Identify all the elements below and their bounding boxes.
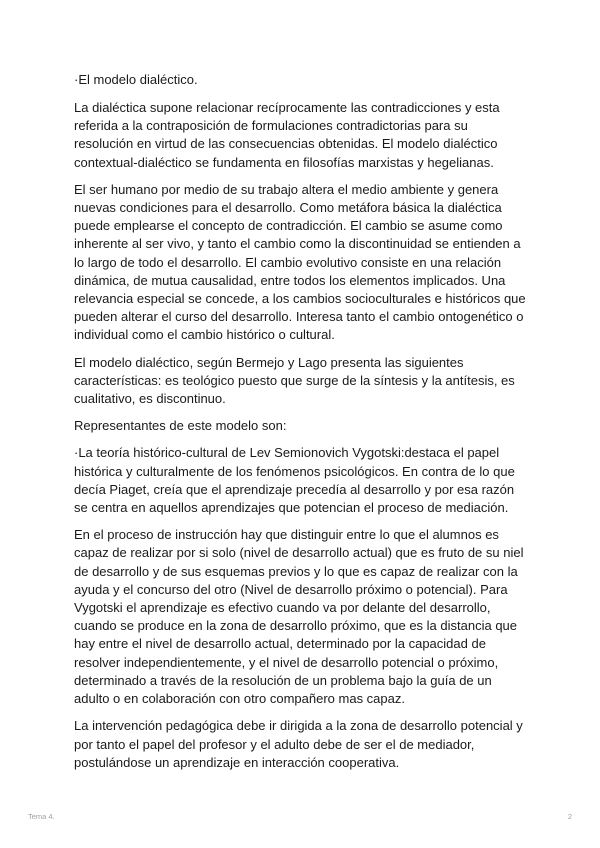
section-title: ·El modelo dialéctico.	[74, 72, 198, 87]
paragraph-instruccion: En el proceso de instrucción hay que distinguir entre lo que el alumnos es capaz de realizar por si solo (nivel de desarrollo actual) que es fruto de su niel de desarrollo y de sus esquemas previos y lo que es capaz de realizar con la ayuda y el concurso del otro (Nivel de desarrollo próximo o potencial). Para Vygotski el aprendizaje es efectivo cuando va por delante del desarrollo, cuando se produce en la zona de desarrollo próximo, que es la distancia que hay entre el nivel de desarrollo actual, determinado por la capacidad de resolver independientemente, y el nivel de desarrollo potencial o próximo, determinado a través de la resolución de un problema bajo la guía de un adulto o en colaboración con otro compañero mas capaz.	[74, 527, 524, 707]
paragraph-vygotski: ·La teoría histórico-cultural de Lev Semionovich Vygotski:destaca el papel histórica y culturalmente de los fenómenos psicológicos. En contra de lo que decía Piaget, creía que el aprendizaje precedía al desarrollo y por esa razón se centra en aquellos aprendizajes que potencian el proceso de mediación.	[74, 445, 515, 516]
paragraph-ser-humano: El ser humano por medio de su trabajo altera el medio ambiente y genera nuevas condiciones para el desarrollo. Como metáfora básica la dialéctica puede emplearse el concepto de contradicción. El cambio se asume como inherente al ser vivo, y tanto el cambio como la discontinuidad se entienden a lo largo de todo el desarrollo. El cambio evolutivo consiste en una relación dinámica, de mutua causalidad, entre todos los elementos implicados. Una relevancia especial se concede, a los cambios socioculturales e históricos que pueden alterar el curso del desarrollo. Interesa tanto el cambio ontogenético o individual como el cambio histórico o cultural.	[74, 181, 526, 343]
document-body	[74, 71, 530, 781]
paragraph-caracteristicas: El modelo dialéctico, según Bermejo y Lago presenta las siguientes características: es teológico puesto que surge de la síntesis y la antítesis, es cualitativo, es discontinuo.	[74, 354, 515, 407]
footer-label: Tema 4.	[28, 812, 55, 821]
paragraph-representantes: Representantes de este modelo son:	[74, 418, 287, 434]
page-number: 2	[567, 812, 572, 821]
paragraph-dialectica: La dialéctica supone relacionar recíprocamente las contradicciones y esta referida a la contraposición de formulaciones contradictorias para su resolución en virtud de las consecuencias obtenidas. El modelo dialéctico contextual-dialéctico se fundamenta en filosofías marxistas y hegelianas.	[74, 100, 500, 170]
paragraph-intervencion: La intervención pedagógica debe ir dirigida a la zona de desarrollo potencial y por tanto el papel del profesor y el adulto debe de ser el de mediador, postulándose un aprendizaje en interacción cooperativa.	[74, 718, 523, 770]
